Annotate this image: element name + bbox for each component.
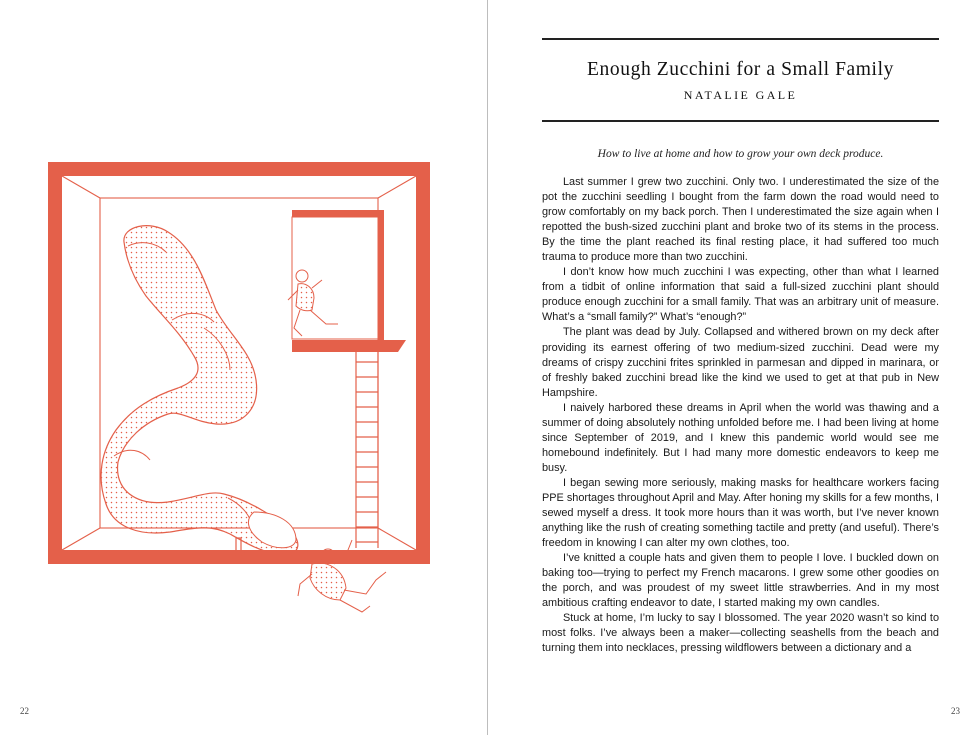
right-page	[489, 0, 978, 735]
page-number: 22	[20, 706, 29, 716]
body-paragraph: I began sewing more seriously, making masks for healthcare workers facing PPE shortages throughout April and May. After honing my skills for a few months, I sewed myself a dress. It took more hours than it was worth, but I’ve never known anything like the rush of creating something tactile and pretty (and useful). There’s freedom in knowing I can alter my own clothes, too.	[542, 476, 939, 550]
body-paragraph: The plant was dead by July. Collapsed and withered brown on my deck after providing its earnest offering of two medium-sized zucchini. Dead were my dreams of crispy zucchini frites sprinkled in parmesan and dipped in marinara, or of freshly baked zucchini bread like the kind we used to get at that pub in New Hampshire.	[542, 326, 939, 399]
article-dek: How to live at home and how to grow your own deck produce.	[597, 148, 884, 160]
body-paragraph: I’ve knitted a couple hats and given them to people I love. I buckled down on baking too—trying to perfect my French macarons. I grew some other goodies on the porch, and was proudest of my sweet little strawberries. And in my most ambitious crafting endeavor to date, I started making my own candles.	[542, 552, 939, 610]
slide-room-illustration	[44, 160, 444, 630]
gutter-shadow	[487, 0, 488, 735]
body-paragraph: I don’t know how much zucchini I was expecting, other than what I learned from a tidbit of online information that said a full-sized zucchini plant should produce enough zucchini for a small family. That was an arbitrary unit of measure. What’s a “small family?” What’s “enough?”	[542, 266, 939, 324]
article-author: NATALIE GALE	[683, 88, 798, 102]
article-body	[542, 175, 939, 657]
article-title: Enough Zucchini for a Small Family	[587, 59, 894, 80]
ladder	[356, 352, 378, 548]
page-number: 23	[951, 706, 960, 716]
title-rule-top	[542, 38, 939, 40]
body-paragraph: Stuck at home, I’m lucky to say I blossomed. The year 2020 wasn’t so kind to most folks. I’ve always been a maker—collecting seashells from the beach and turning them into necklaces, pressing wildflowers between a dictionary and a	[542, 612, 939, 655]
tube-slide	[101, 226, 298, 555]
body-paragraph: I naively harbored these dreams in April when the world was thawing and a summer of doing absolutely nothing unfolded before me. I had been living at home since September of 2019, and I knew this pandemic world would see me homebound indefinitely. But I had many more domestic endeavors to keep me busy.	[542, 401, 939, 474]
title-rule-bottom	[542, 120, 939, 122]
platform-ledge	[292, 340, 406, 352]
body-paragraph: Last summer I grew two zucchini. Only two. I underestimated the size of the pot the zucchini seedling I bought from the farm down the road would need to grow comfortably on my back porch. Then I underestimated the size again when I repotted the bush-sized zucchini plant and broke two of its stems in the process. By the time the plant reached its final resting place, it had suffered too much trauma to produce more than two zucchini.	[542, 176, 939, 264]
left-page	[0, 0, 488, 735]
